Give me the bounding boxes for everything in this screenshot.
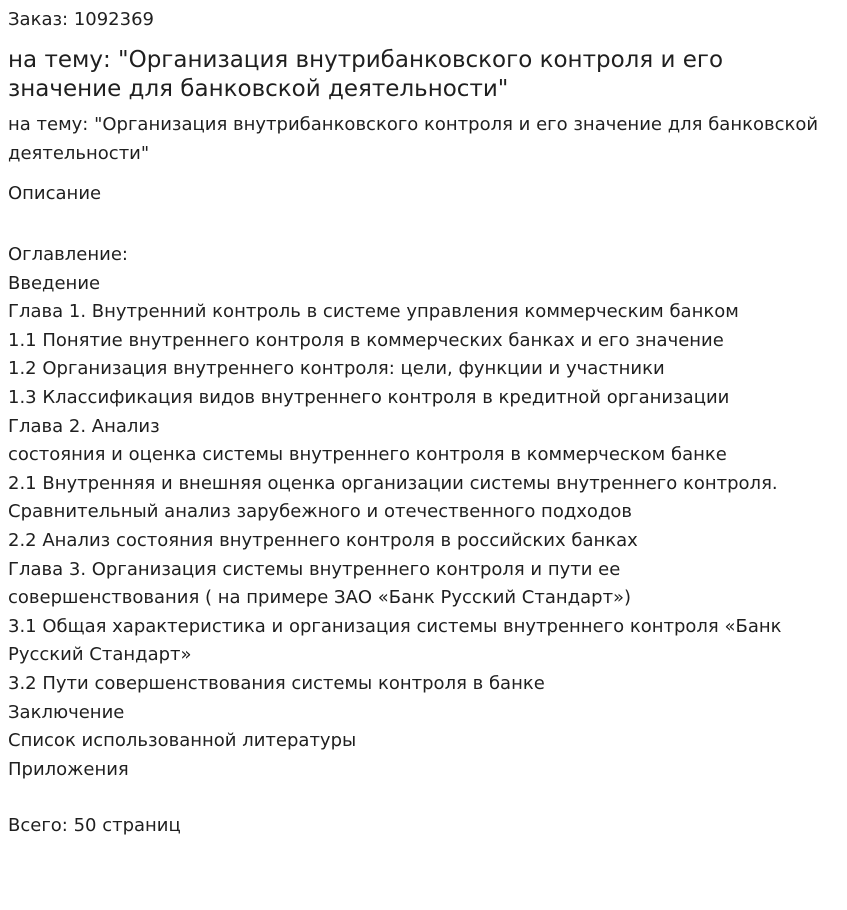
toc-line: 1.3 Классификация видов внутреннего контроля в кредитной организации: [8, 386, 730, 408]
toc-line: Оглавление:: [8, 244, 128, 265]
document-subtitle: на тему: "Организация внутрибанковского контроля и его значение для банковской деятельности": [8, 114, 819, 164]
toc-line: Глава 1. Внутренний контроль в системе управления коммерческим банком: [8, 301, 739, 323]
toc-line: 2.1 Внутренняя и внешняя оценка организации системы внутреннего контроля.: [8, 472, 778, 494]
description-label: Описание: [8, 183, 102, 204]
toc-line: Заключение: [8, 701, 125, 723]
toc-line: 1.1 Понятие внутреннего контроля в коммерческих банках и его значение: [8, 329, 724, 351]
toc-line: Глава 3. Организация системы внутреннего контроля и пути ее: [8, 558, 621, 580]
toc-line: 1.2 Организация внутреннего контроля: цели, функции и участники: [8, 358, 665, 380]
toc-line: Глава 2. Анализ: [8, 415, 160, 437]
toc-line: Сравнительный анализ зарубежного и отечественного подходов: [8, 501, 633, 523]
order-number: Заказ: 1092369: [8, 9, 154, 30]
toc-line: Приложения: [8, 758, 129, 780]
document-title: на тему: "Организация внутрибанковского контроля и его значение для банковской деятельности": [8, 47, 724, 102]
table-of-contents: [8, 241, 839, 784]
toc-line: Введение: [8, 272, 101, 294]
toc-line: 3.1 Общая характеристика и организация системы внутреннего контроля «Банк Русский Стандарт»: [8, 615, 782, 666]
toc-line: 3.2 Пути совершенствования системы контроля в банке: [8, 672, 545, 694]
toc-line: 2.2 Анализ состояния внутреннего контроля в российских банках: [8, 529, 638, 551]
page-count: Всего: 50 страниц: [8, 815, 181, 837]
toc-line: совершенствования ( на примере ЗАО «Банк Русский Стандарт»): [8, 587, 632, 609]
toc-line: Список использованной литературы: [8, 730, 357, 752]
toc-line: состояния и оценка системы внутреннего контроля в коммерческом банке: [8, 444, 727, 466]
